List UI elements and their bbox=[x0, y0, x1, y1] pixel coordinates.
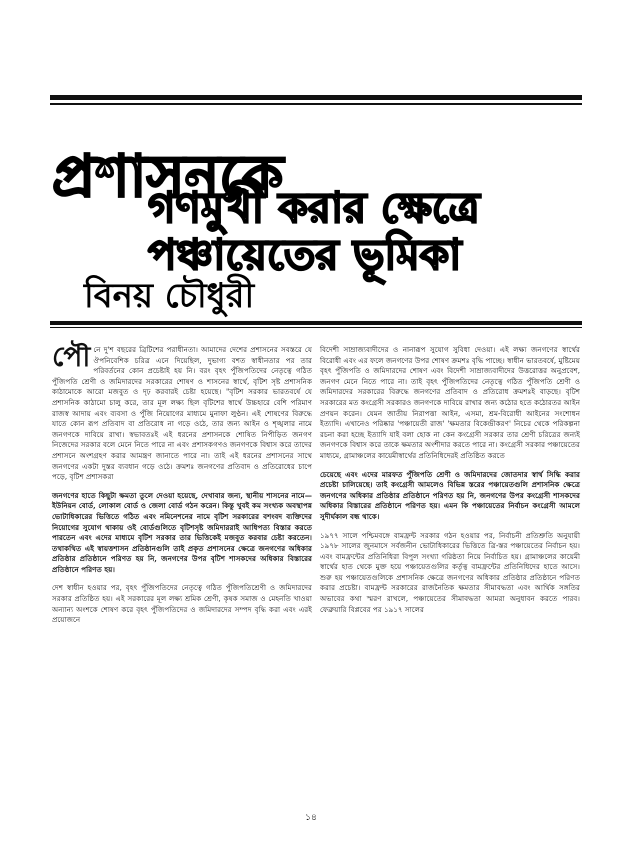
left-column bbox=[52, 340, 312, 634]
article-title-line-2: গণমুখী করার ক্ষেত্রে bbox=[148, 183, 480, 232]
left-paragraph-1 bbox=[52, 340, 312, 483]
right-column bbox=[320, 345, 580, 623]
article-title-line-3: পঞ্চায়েতের ভূমিকা bbox=[148, 230, 462, 279]
page-number: ১৪ bbox=[305, 813, 317, 823]
left-paragraph-3: দেশ স্বাধীন হওয়ার পর, বৃহৎ পুঁজিপতিদের নেতৃত্বে গঠিত পুঁজিপতিশ্রেণী ও জমিদারদের সরকার প্রতিষ্ঠিত হয়। এই সরকারের মূল লক্ষ্য শ্রমিক শ্রেণী, কৃষক সমাজ ও মেহনতি খাওয়া অন্যান্য অংশকে শোষণ করে বৃহৎ পুঁজিপতিদের ও জমিদারদের সম্পদ বৃদ্ধি করা এবং এরই প্রয়োজনে bbox=[52, 583, 312, 625]
top-rule-thin bbox=[50, 103, 582, 105]
left-paragraph-1-text: নে দু'শ বছরের ব্রিটিশের পরাধীনতা। আমাদের দেশের প্রশাসনের সবস্তরে যে ঔপনিবেশিক চরিত্র এনে দিয়েছিল, দুভাগ্য বশত স্বাধীনতার পর তার পরিবর্তনের কোন প্রচেষ্টাই হয় নি। বরং বৃহৎ পুঁজিপতিদের নেতৃত্বে গঠিত পুঁজিপতি শ্রেণী ও জমিদারদের সরকারের শোষণ ও শাসনের স্বার্থে, বৃটিশ সৃষ্ট প্রশাসনিক কাঠামোকে আরো মজবুত ও দৃঢ় করবারই চেষ্টা হয়েছে। "বৃটিশ সরকার ভারতবর্ষে যে প্রশাসনিক কাঠামো চালু করে, তার মূল লক্ষ্য ছিল বৃটিশের স্বার্থে উচ্চহারে বেশি পরিমাণ রাজস্ব আদায় এবং ব্যবসা ও পুঁজি নিয়োগের মাধ্যমে মুনাফা লুণ্ঠন। এই শোষণের বিরুদ্ধে যাতে কোন রূপ প্রতিবাদ বা প্রতিরোধ না গড়ে ওঠে, তার জন্য আইন ও শৃঙ্খলার নামে জনগণকে দাবিয়ে রাখা। স্বভাবতঃই এই ধরনের প্রশাসনকে শোষিত নিপীড়িত জনগণ নিজেদের সরকার বলে মেনে নিতে পারে না এবং প্রশাসকগণও জনগণকে বিশ্বাস করে তাদের প্রশাসনে অংশগ্রহণ করার আমন্ত্রণ জানাতে পারে না। তাই এই ধরনের প্রশাসনের সাথে জনগণের একটা দুস্তর ব্যবধান গড়ে ওঠে। ক্রমশঃ জনগণের প্রতিবাদ ও প্রতিরোধের চাপে পড়ে, বৃটিশ প্রশাসকরা bbox=[52, 345, 312, 482]
top-rule-thick bbox=[50, 95, 582, 100]
author-byline: বিনয় চৌধুরী bbox=[84, 276, 255, 316]
right-paragraph-1: বিদেশী সাম্রাজ্যবাদীদের ও নানারূপ সুযোগ সুবিধা দেওয়া। এই লক্ষ্য জনগণের স্বার্থের বিরোধী এবং এর ফলে জনগণের উপর শোষণ ক্রমশঃ বৃদ্ধি পাচ্ছে। স্বাধীন ভারতবর্ষে, মুষ্টিমেয় বৃহৎ পুঁজিপতি ও জমিদারদের শোষণ এবং বিদেশী সাম্রাজ্যবাদীদের উত্তরোত্তর অনুপ্রবেশ, জনগণ মেনে নিতে পারে না। তাই বৃহৎ পুঁজিপতিদের নেতৃত্বে গঠিত পুঁজিপতি শ্রেণী ও জমিদারদের সরকারের বিরুদ্ধে জনগণের প্রতিবাদ ও প্রতিরোধ ক্রমশঃই বাড়ছে। বৃটিশ সরকারের মত কংগ্রেসী সরকারও জনগণকে দাবিয়ে রাখার জন্য কঠোর হতে কঠোরতর আইন প্রণয়ন করেন। যেমন জাতীয় নিরাপত্তা আইন, এসমা, শ্রম-বিরোধী আইনের সংশোধন ইত্যাদি। এখানেও পরিষ্কার 'পঞ্চায়েতী রাজ' 'ক্ষমতার বিকেন্দ্রীকরণ' নিচের থেকে পরিকল্পনা রচনা করা হচ্ছে ইত্যাদি যাই বলা হোক না কেন কংগ্রেসী সরকার তার শ্রেণী চরিত্রের জন্যই জনগণকে বিশ্বাস করে তাকে ক্ষমতার অংশীদার করতে পারে না। কংগ্রেসী সরকার পঞ্চায়েতের মাধ্যমে, গ্রামাঞ্চলের কায়েমীস্বার্থের প্রতিনিধিদেরই প্রতিষ্ঠিত করতে bbox=[320, 345, 580, 460]
article-title-line-1: প্রশাসনকে bbox=[52, 142, 284, 210]
mid-rule-thin bbox=[50, 327, 582, 328]
mid-rule-thick bbox=[50, 321, 582, 325]
right-paragraph-3: ১৯৭৭ সালে পশ্চিমবঙ্গে বামফ্রন্ট সরকার গঠন হওয়ার পর, নির্বাচনী প্রতিশ্রুতি অনুযায়ী ১৯৭৮ সালের জুনমাসে সর্বজনীন ভোটাধিকারের ভিত্তিতে ত্রি-স্তর পঞ্চায়েতের নির্বাচন হয়। এবং বামফ্রন্টের প্রতিনিধিরা বিপুল সংখ্যা গরিষ্ঠতা নিয়ে নির্বাচিত হয়। গ্রামাঞ্চলের কায়েমী স্বার্থের হাত থেকে মুক্ত হয়ে পঞ্চায়েতগুলির কর্তৃত্ব বামফ্রন্টের প্রতিনিধিদের হাতে আসে। শুরু হয় পঞ্চায়েতগুলিকে প্রশাসনিক ক্ষেত্রে জনগণের অধিকার প্রতিষ্ঠার প্রতিষ্ঠানে পরিণত করার প্রচেষ্টা। বামফ্রন্ট সরকারের রাজনৈতিক ক্ষমতার সীমাবদ্ধতা এবং আর্থিক সঙ্গতির অভাবের কথা স্মরণ রাখলে, পঞ্চায়েতের সীমাবদ্ধতা আমরা অনুধাবন করতে পারব। ফেব্রুয়ারি বিপ্লবের পর ১৯১৭ সালের bbox=[320, 530, 580, 614]
left-paragraph-2: জনগণের হাতে কিছুটা ক্ষমতা তুলে দেওয়া হয়েছে, দেখাবার জন্য, স্থানীয় শাসনের নামে—ইউনিয়ন বোর্ড, লোকাল বোর্ড ও জেলা বোর্ড গঠন করেন। কিন্তু খুবই কম সংখ্যক অবস্থাপন্ন ভোটাধিকারের ভিত্তিতে গঠিত এবং নমিনেশনের নামে বৃটিশ সরকারের বশংবদ ব্যক্তিদের নিয়োগের সুযোগ থাকায় ওই বোর্ডগুলিতে বৃটিশসৃষ্ট জমিদাররাই আধিপত্য বিস্তার করতে পারতেন এবং এদের মাধ্যমে বৃটিশ সরকার তার ভিত্তিকেই মজবুত করবার চেষ্টা করতেন। তথাকথিত এই স্বায়ত্তশাসন প্রতিষ্ঠানগুলি তাই প্রকৃত প্রশাসনের ক্ষেত্রে জনগণের অধিকার প্রতিষ্ঠার প্রতিষ্ঠানে পরিণত হয় নি, জনগণের উপর বৃটিশ শাসকদের অধিকার বিস্তারের প্রতিষ্ঠানে পরিণত হয়। bbox=[52, 490, 312, 574]
right-paragraph-2: চেয়েছে এবং এদের মারফত পুঁজিপতি শ্রেণী ও জমিদারদের জোতদার স্বার্থ সিদ্ধি করার প্রচেষ্টা চালিয়েছে। তাই কংগ্রেসী আমলেও বিভিন্ন স্তরের পঞ্চায়েতগুলি প্রশাসনিক ক্ষেত্রে জনগণের অধিকার প্রতিষ্ঠার প্রতিষ্ঠানে পরিণত হয় নি, জনগণের উপর কংগ্রেসী শাসকদের অধিকার বিস্তারের প্রতিষ্ঠানে পরিণত হয়। এমন কি পঞ্চায়েতের নির্বাচন কংগ্রেসী আমলে সুদীর্ঘকাল বন্ধ থাকে। bbox=[320, 469, 580, 521]
drop-cap: পৌ bbox=[52, 340, 91, 373]
